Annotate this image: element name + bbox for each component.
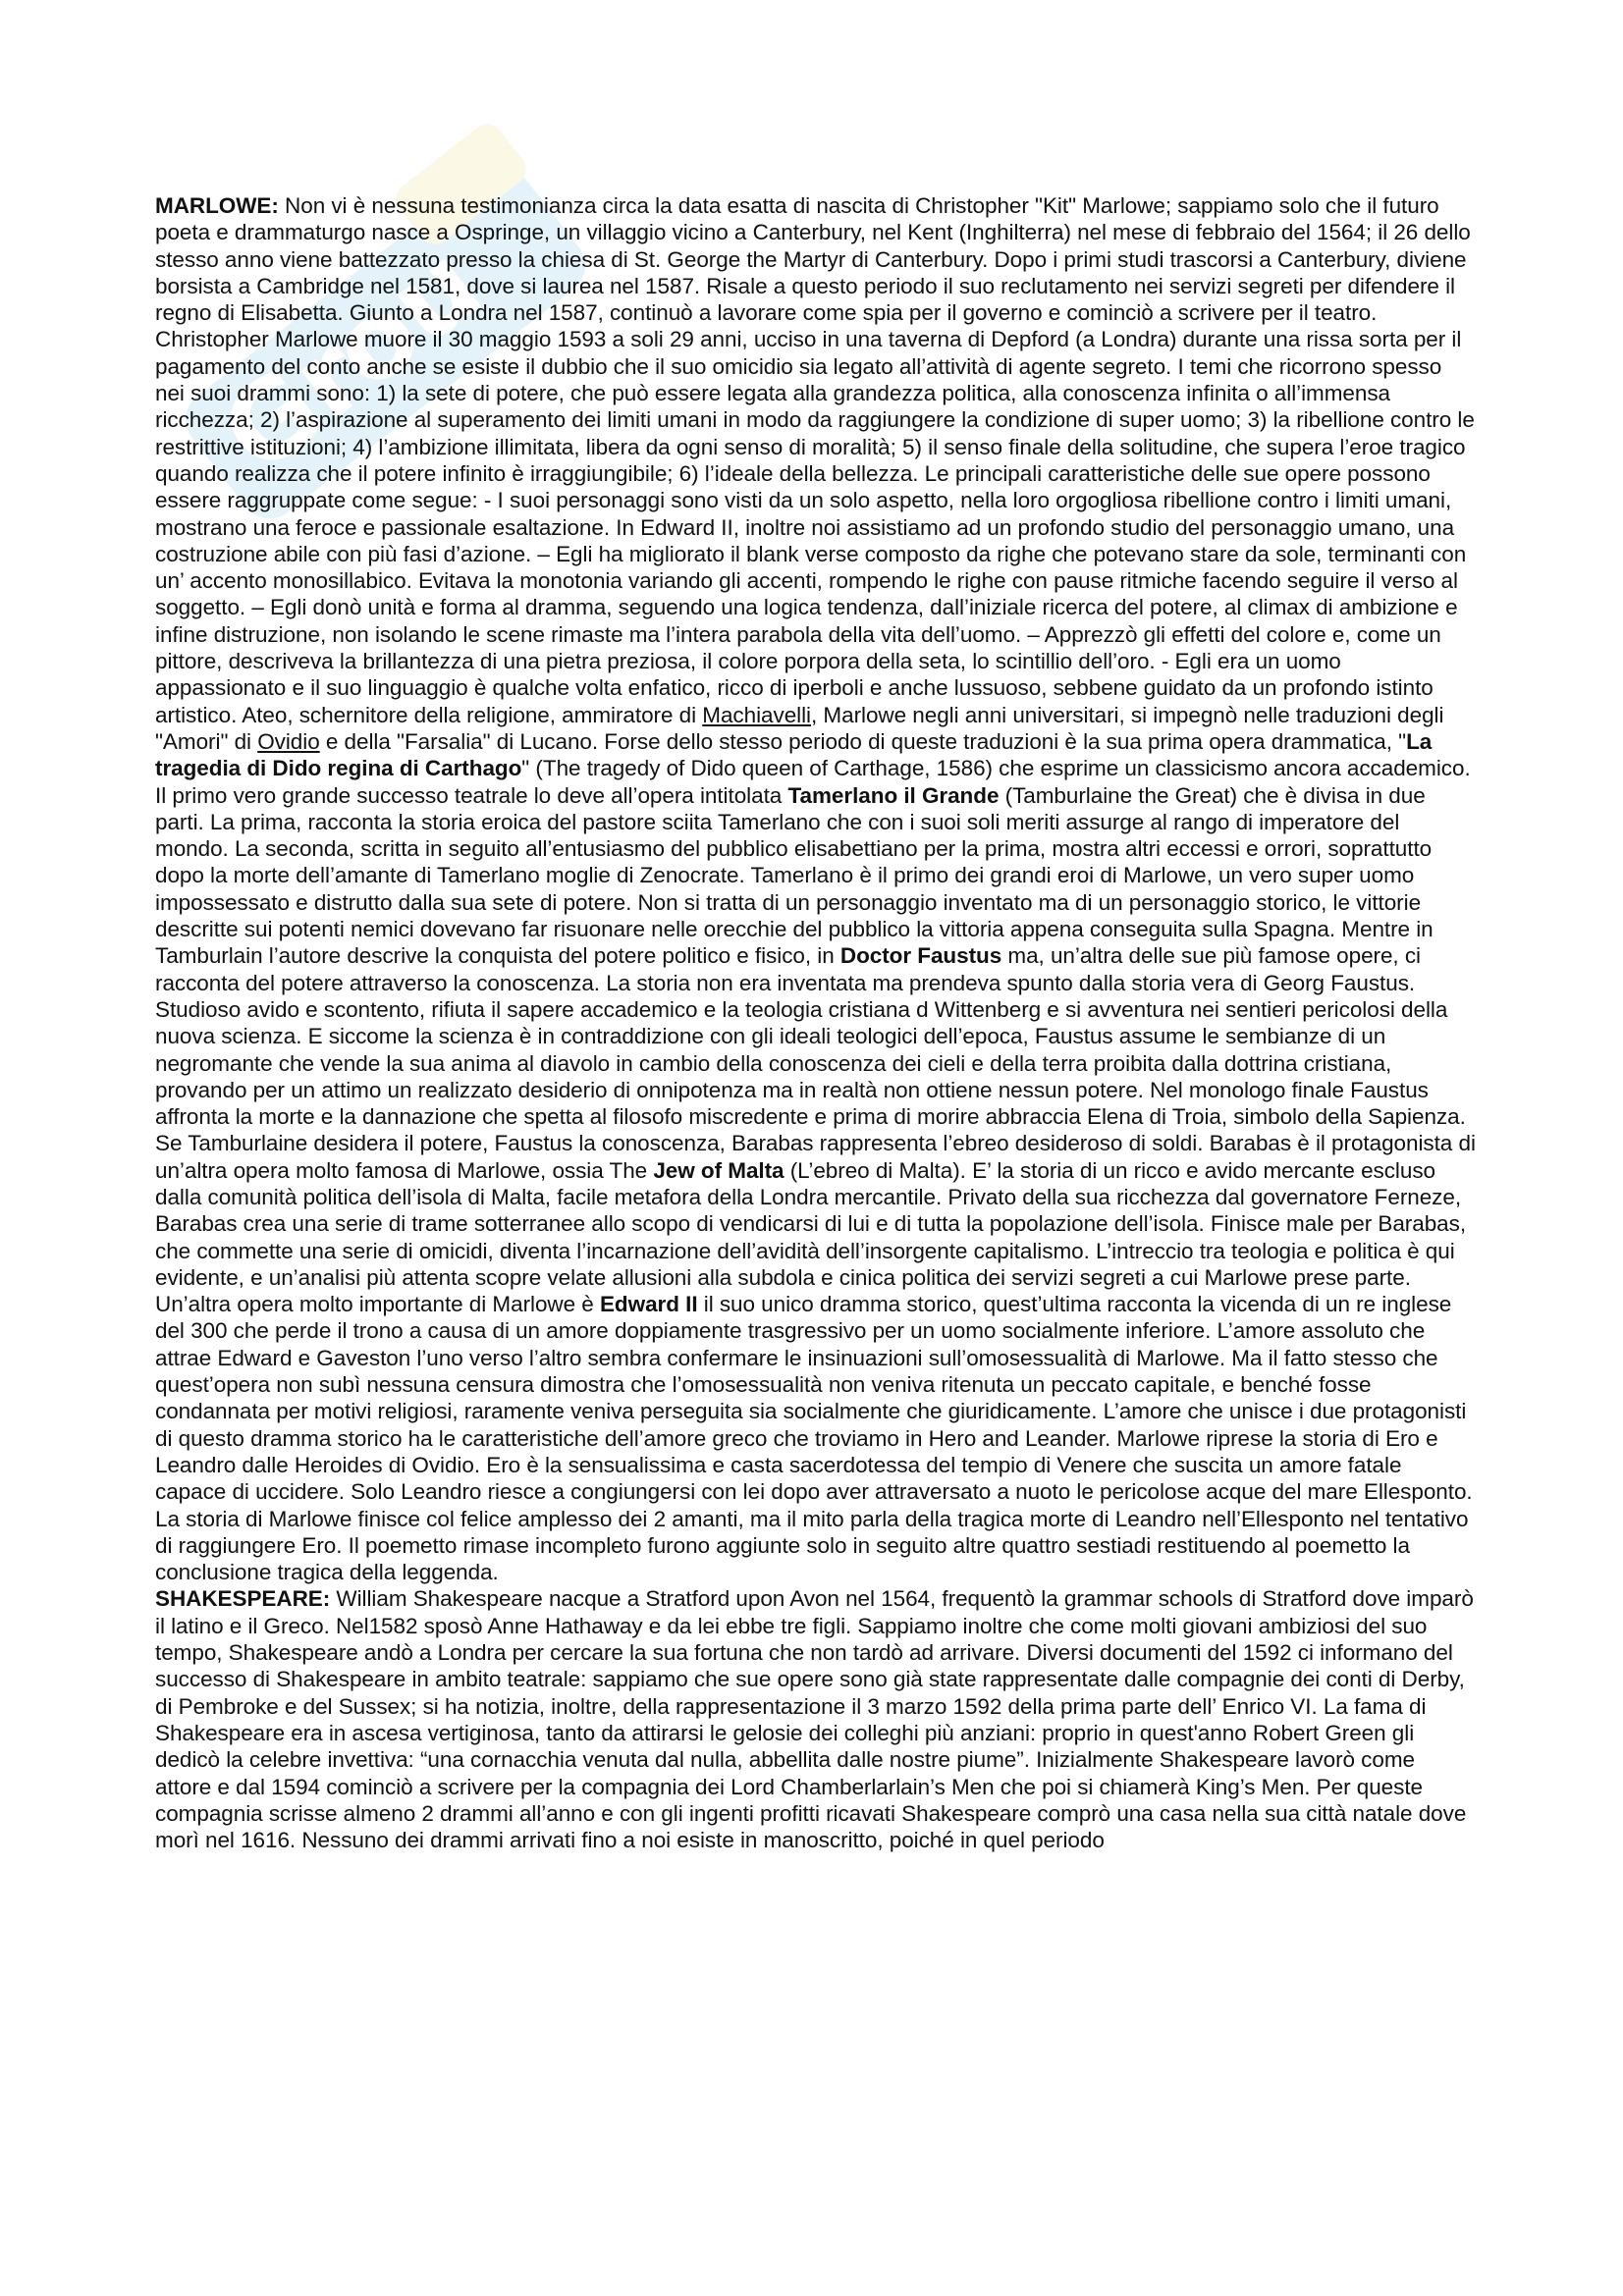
ovidio-link[interactable]: Ovidio (257, 728, 320, 754)
shakespeare-paragraph (155, 1585, 1477, 1853)
machiavelli-link[interactable]: Machiavelli (702, 702, 812, 727)
marlowe-text-8: il suo unico dramma storico, quest’ultima racconta la vicenda di un re inglese del 300 che perde il trono a causa di un amore doppiamente trasgressivo per un uomo socialmente inferiore. L’amore assoluto che attrae Edward e Gaveston l’uno verso l’altro sembra confermare le insinuazioni sull’omosessualità di Marlowe. Ma il fatto stesso che quest’opera non subì nessuna censura dimostra che l’omosessualità non veniva ritenuta un peccato capitale, e benché fosse condannata per motivi religiosi, raramente veniva perseguita sia socialmente che giuridicamente. L’amore che unisce i due protagonisti di questo dramma storico ha le caratteristiche dell’amore greco che troviamo in Hero and Leander. Marlowe riprese la storia di Ero e Leandro dalle Heroides di Ovidio. Ero è la sensualissima e casta sacerdotessa del tempio di Venere che suscita un amore fatale capace di uccidere. Solo Leandro riesce a congiungersi con lei dopo aver attraversato a nuoto le pericolose acque del mare Ellesponto. La storia di Marlowe finisce col felice amplesso dei 2 amanti, ma il mito parla della tragica morte di Leandro nell’Ellesponto nel tentativo di raggiungere Ero. Il poemetto rimase incompleto furono aggiunte solo in seguito altre quattro sestiadi restituendo al poemetto la conclusione tragica della leggenda. (155, 1292, 1473, 1585)
marlowe-paragraph (155, 192, 1477, 1585)
marlowe-text-4: " (The tragedy of Dido queen of Carthage, 1586) che esprime un classicismo ancora accademico. Il primo vero grande successo teatrale lo deve all’opera intitolata (155, 756, 1471, 808)
shakespeare-text-1: William Shakespeare nacque a Stratford upon Avon nel 1564, frequentò la grammar schools di Stratford dove imparò il latino e il Greco. Nel1582 sposò Anne Hathaway e da lei ebbe tre figli. Sappiamo inoltre che come molti giovani ambiziosi del suo tempo, Shakespeare andò a Londra per cercare la sua fortuna che non tardò ad arrivare. Diversi documenti del 1592 ci informano del successo di Shakespeare in ambito teatrale: sappiamo che sue opere sono già state rappresentate dalle compagnie dei conti di Derby, di Pembroke e del Sussex; si ha notizia, inoltre, della rappresentazione il 3 marzo 1592 della prima parte dell’ Enrico VI. La fama di Shakespeare era in ascesa vertiginosa, tanto da attirarsi le gelosie dei colleghi più anziani: proprio in quest'anno Robert Green gli dedicò la celebre invettiva: “una cornacchia venuta dal nulla, abbellita dalle nostre piume”. Inizialmente Shakespeare lavorò come attore e dal 1594 cominciò a scrivere per la compagnia dei Lord Chamberlarlain’s Men che poi si chiamerà King’s Men. Per queste compagnia scrisse almeno 2 drammi all’anno e con gli ingenti profitti ricavati Shakespeare comprò una casa nella sua città natale dove morì nel 1616. Nessuno dei drammi arrivati fino a noi esiste in manoscritto, poiché in quel periodo (155, 1586, 1474, 1853)
marlowe-text-5: (Tamburlaine the Great) che è divisa in due parti. La prima, racconta la storia eroica del pastore sciita Tamerlano che con i suoi soli meriti assurge al rango di imperatore del mondo. La seconda, scritta in seguito all’entusiasmo del pubblico elisabettiano per la prima, mostra altri eccessi e orrori, soprattutto dopo la morte dell’amante di Tamerlano moglie di Zenocrate. Tamerlano è il primo dei grandi eroi di Marlowe, un vero super uomo impossessato e distrutto dalla sua sete di potere. Non si tratta di un personaggio inventato ma di un personaggio storico, le vittorie descritte sui potenti nemici dovevano far risuonare nelle orecchie del pubblico la vittoria appena conseguita sulla Spagna. Mentre in Tamburlain l’autore descrive la conquista del potere politico e fisico, in (155, 782, 1434, 969)
marlowe-text-2: , Marlowe negli anni universitari, si impegnò nelle traduzioni degli "Amori" di (155, 702, 1444, 754)
shakespeare-heading: SHAKESPEARE: (155, 1586, 331, 1612)
edward-title: Edward II (599, 1292, 698, 1317)
marlowe-text-6: ma, un’altra delle sue più famose opere, ci racconta del potere attraverso la conoscenza. La storia non era inventata ma prendeva spunto dalla storia vera di Georg Faustus. Studioso avido e scontento, rifiuta il sapere accademico e la teologia cristiana d Wittenberg e si avventura nei sentieri pericolosi della nuova scienza. E siccome la scienza è in contraddizione con gli ideali teologici dell’epoca, Faustus assume le sembianze di un negromante che vende la sua anima al diavolo in cambio della conoscenza dei cieli e della terra proibita dalla dottrina cristiana, provando per un attimo un realizzato desiderio di onnipotenza ma in realtà non ottiene nessun potere. Nel monologo finale Faustus affronta la morte e la dannazione che spetta al filosofo miscredente e prima di morire abbraccia Elena di Troia, simbolo della Sapienza. Se Tamburlaine desidera il potere, Faustus la conoscenza, Barabas rappresenta l’ebreo desideroso di soldi. Barabas è il protagonista di un’altra opera molto famosa di Marlowe, ossia The (155, 943, 1476, 1183)
svg-text:Gr: Gr (198, 311, 389, 498)
marlowe-heading: MARLOWE: (155, 193, 279, 218)
marlowe-text-7: (L’ebreo di Malta). E’ la storia di un ricco e avido mercante escluso dalla comunità politica dell’isola di Malta, facile metafora della Londra mercantile. Privato della sua ricchezza dal governatore Ferneze, Barabas crea una serie di trame sotterranee allo scopo di vendicarsi di lui e di tutta la popolazione dell’isola. Finisce male per Barabas, che commette una serie di omicidi, diventa l’incarnazione dell’avidità dell’insorgente capitalismo. L’intreccio tra teologia e politica è qui evidente, e un’analisi più attenta scopre velate allusioni alla subdola e cinica politica dei servizi segreti a cui Marlowe prese parte. Un’altra opera molto importante di Marlowe è (155, 1157, 1467, 1317)
document-body (155, 192, 1477, 1853)
jew-of-malta-title: Jew of Malta (653, 1157, 784, 1183)
tamerlano-title: Tamerlano il Grande (787, 782, 1000, 808)
marlowe-text-1: Non vi è nessuna testimonianza circa la data esatta di nascita di Christopher "Kit" Marlowe; sappiamo solo che il futuro poeta e drammaturgo nasce a Ospringe, un villaggio vicino a Canterbury, nel Kent (Inghilterra) nel mese di febbraio del 1564; il 26 dello stesso anno viene battezzato presso la chiesa di St. George the Martyr di Canterbury. Dopo i primi studi trascorsi a Canterbury, diviene borsista a Cambridge nel 1581, dove si laurea nel 1587. Risale a questo periodo il suo reclutamento nei servizi segreti per difendere il regno di Elisabetta. Giunto a Londra nel 1587, continuò a lavorare come spia per il governo e cominciò a scrivere per il teatro. Christopher Marlowe muore il 30 maggio 1593 a soli 29 anni, ucciso in una taverna di Depford (a Londra) durante una rissa sorta per il pagamento del conto anche se esiste il dubbio che il suo omicidio sia legato all’attività di agente segreto. I temi che ricorrono spesso nei suoi drammi sono: 1) la sete di potere, che può essere legata alla grandezza politica, alla conoscenza infinita o all’immensa ricchezza; 2) l’aspirazione al superamento dei limiti umani in modo da raggiungere la condizione di super uomo; 3) la ribellione contro le restrittive istituzioni; 4) l’ambizione illimitata, libera da ogni senso di moralità; 5) il senso finale della solitudine, che supera l’eroe tragico quando realizza che il potere infinito è irraggiungibile; 6) l’ideale della bellezza. Le principali caratteristiche delle sue opere possono essere raggruppate come segue: - I suoi personaggi sono visti da un solo aspetto, nella loro orgogliosa ribellione contro i limiti umani, mostrano una feroce e passionale esaltazione. In Edward II, inoltre noi assistiamo ad un profondo studio del personaggio umano, una costruzione abile con più fasi d’azione. – Egli ha migliorato il blank verse composto da righe che potevano stare da sole, terminanti con un’ accento monosillabico. Evitava la monotonia variando gli accenti, rompendo le righe con pause ritmiche facendo seguire il verso al soggetto. – Egli donò unità e forma al dramma, seguendo una logica tendenza, dall’iniziale ricerca del potere, al climax di ambizione e infine distruzione, non isolando le scene rimaste ma l’intera parabola della vita dell’uomo. – Apprezzò gli effetti del colore e, come un pittore, descriveva la brillantezza di una pietra preziosa, il colore porpora della seta, lo scintillio dell’oro. - Egli era un uomo appassionato e il suo linguaggio è qualche volta enfatico, ricco di iperboli e anche lussuoso, sebbene guidato da un profondo istinto artistico. Ateo, schernitore della religione, ammiratore di (155, 193, 1475, 727)
dido-title: La tragedia di Dido regina di Carthago (155, 728, 1433, 781)
marlowe-text-3: e della "Farsalia" di Lucano. Forse dello stesso periodo di queste traduzioni è la sua prima opera drammatica, " (319, 728, 1407, 754)
svg-text:ou: ou (306, 221, 504, 413)
faustus-title: Doctor Faustus (839, 943, 1002, 969)
